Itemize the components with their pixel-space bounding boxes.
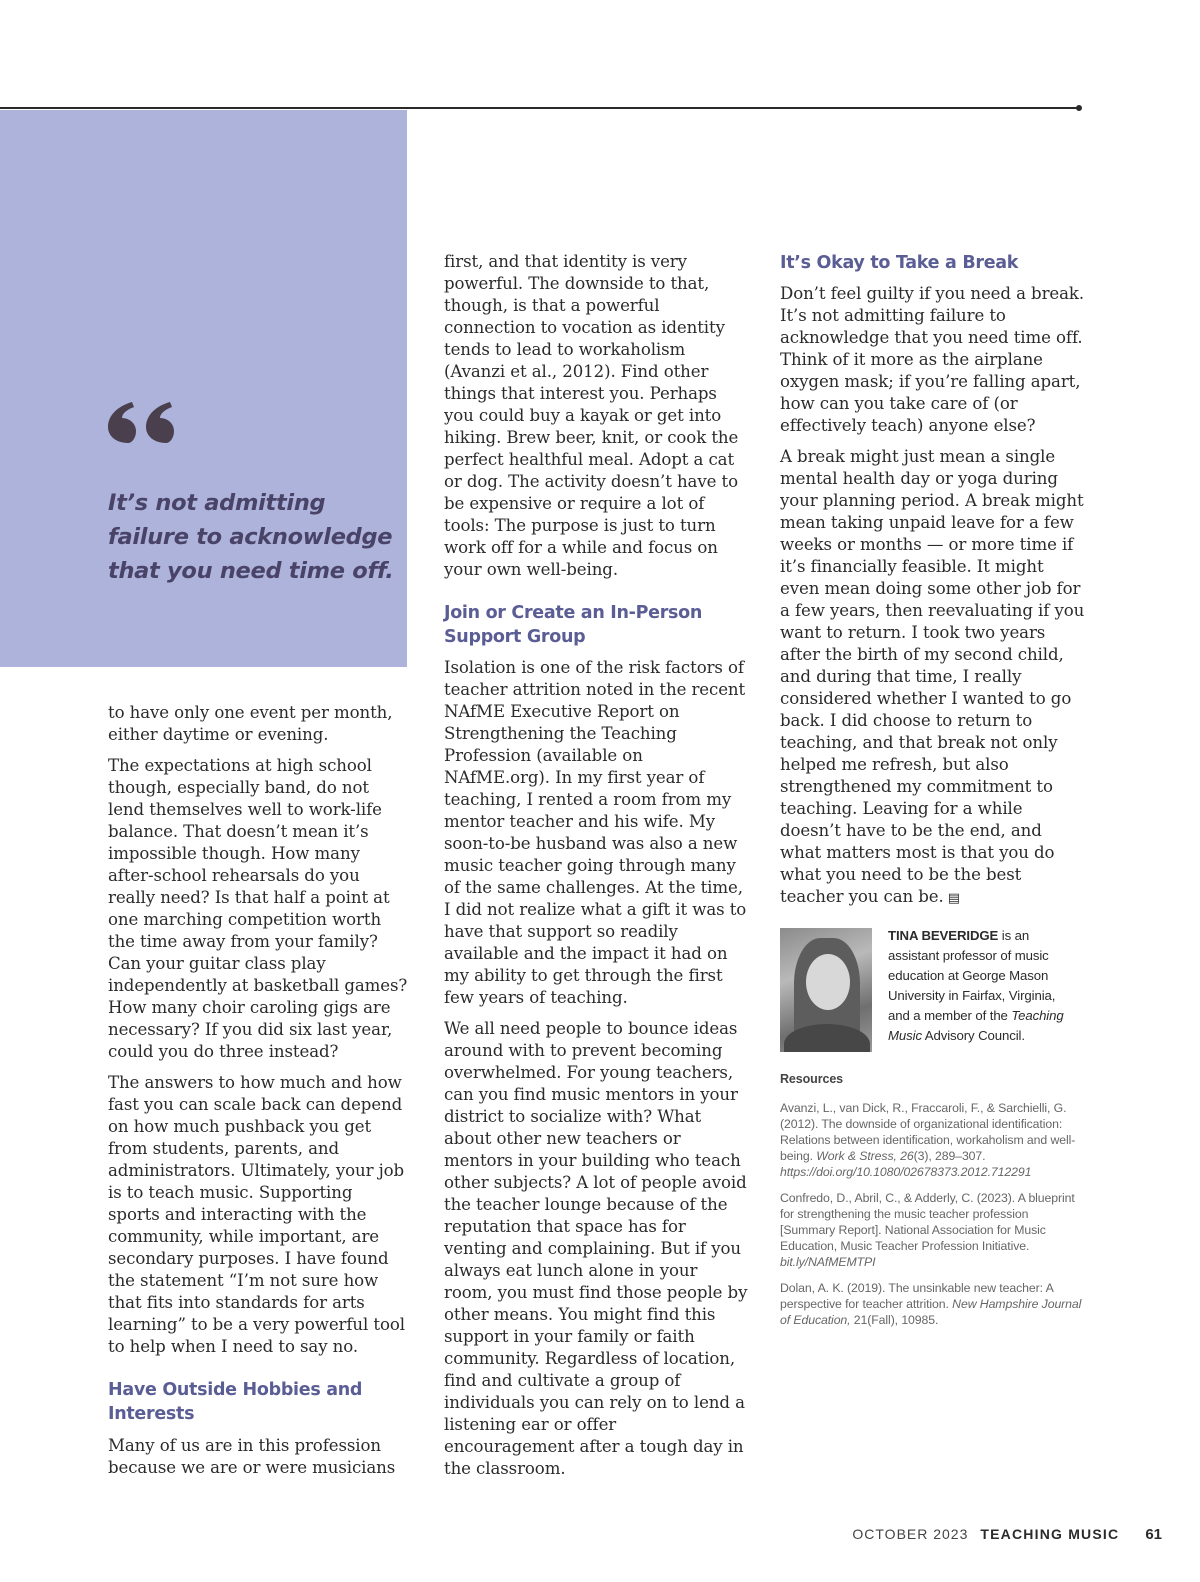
pull-quote-text: It’s not admitting failure to acknowledge that you need time off. [108,490,394,584]
section-heading-take-a-break: It’s Okay to Take a Break [780,253,1019,273]
paragraph: The answers to how much and how fast you can scale back can depend on how much pushback you get from students, parents, and administrators. Ultimately, your job is to teach music. Supporting sports and interacting with the community, while important, are secondary purposes. I have found the statement “I’m not sure how that fits into standards for arts learning” to be a very powerful tool to help when I need to say no. [108,1073,405,1356]
reference-link[interactable]: bit.ly/NAfMEMTPI [780,1255,876,1269]
paragraph: The expectations at high school though, especially band, do not lend themselves well to work-life balance. That doesn’t mean it’s impossible though. How many after-school rehearsals do you really need? Is that half a point at one marching competition worth the time away from your family? Can your guitar class play independently at basketball games? How many choir caroling gigs are necessary? If you did six last year, could you do three instead? [108,756,408,1061]
quote-mark-icon [108,398,198,448]
reference-item: Dolan, A. K. (2019). The unsinkable new teacher: A perspective for teacher attrition. New Hampshire Journal of Education, 21(Fall), 10985. [780,1281,1082,1327]
author-bio-text: TINA BEVERIDGE is an assistant professor of music education at George Mason University in Fairfax, Virginia, and a member of the Teaching Music Advisory Council. [888,928,1064,1043]
author-photo [780,928,872,1052]
column-2 [444,251,749,1489]
paragraph: first, and that identity is very powerful. The downside to that, though, is that a powerful connection to vocation as identity tends to lead to workaholism (Avanzi et al., 2012). Find other things that interest you. Perhaps you could buy a kayak or get into hiking. Brew beer, knit, or cook the perfect healthful meal. Adopt a cat or dog. The activity doesn’t have to be expensive or require a lot of tools: The purpose is just to turn work off for a while and focus on your own well-being. [444,252,739,579]
paragraph: Isolation is one of the risk factors of teacher attrition noted in the recent NAfME Executive Report on Strengthening the Teaching Profession (available on NAfME.org). In my first year of teaching, I rented a room from my mentor teacher and his wife. My soon-to-be husband was also a new music teacher going through many of the same challenges. At the time, I did not realize what a gift it was to have that support so readily available and the impact it had on my ability to get through the first few years of teaching. [444,658,747,1007]
magazine-name: Teaching Music [888,1008,1064,1043]
reference-item: Confredo, D., Abril, C., & Adderly, C. (2023). A blueprint for strengthening the music teacher profession [Summary Report]. National Association for Music Education, Music Teacher Profession Initiative. bit.ly/NAfMEMTPI [780,1191,1075,1269]
footer-magazine: TEACHING MUSIC [980,1526,1120,1542]
footer-date: OCTOBER 2023 [852,1526,969,1542]
page-footer [852,1526,1162,1546]
top-rule [0,107,1080,109]
paragraph: Many of us are in this profession because we are or were musicians [108,1436,396,1477]
author-name: TINA BEVERIDGE [888,928,999,943]
resources-heading: Resources [780,1072,844,1086]
column-1 [108,702,408,1488]
paragraph-text: A break might just mean a single mental health day or yoga during your planning period. A break might mean taking unpaid leave for a few weeks or months — or more time if it’s financially feasible. It might even mean doing some other job for a few years, then reevaluating if you want to return. I took two years after the birth of my second child, and during that time, I really considered whether I wanted to go back. I did choose to return to teaching, and that break not only helped me refresh, but also strengthened my commitment to teaching. Leaving for a while doesn’t have to be the end, and what matters most is that you do what you need to be the best teacher you can be. [780,447,1085,906]
page-number: 61 [1145,1526,1162,1543]
paragraph: We all need people to bounce ideas around with to prevent becoming overwhelmed. For young teachers, can you find music mentors in your district to socialize with? What about other new teachers or mentors in your building who teach other subjects? A lot of people avoid the teacher lounge because of the reputation that space has for venting and complaining. But if you always eat lunch alone in your room, you must find those people by other means. You might find this support in your family or faith community. Regardless of location, find and cultivate a group of individuals you can rely on to lend a listening ear or offer encouragement after a tough day in the classroom. [444,1019,748,1478]
paragraph: to have only one event per month, either daytime or evening. [108,703,393,744]
end-mark-icon: ▤ [947,891,960,906]
reference-link[interactable]: https://doi.org/10.1080/02678373.2012.712291 [780,1165,1032,1179]
section-heading-support-group: Join or Create an In-Person Support Group [444,603,703,647]
author-bio [780,928,1085,1068]
top-rule-dot [1076,105,1082,111]
section-heading-hobbies: Have Outside Hobbies and Interests [108,1380,363,1424]
paragraph [780,446,1085,910]
paragraph: Don’t feel guilty if you need a break. It’s not admitting failure to acknowledge that you need time off. Think of it more as the airplane oxygen mask; if you’re falling apart, how can you take care of (or effectively teach) anyone else? [780,284,1085,435]
reference-item: Avanzi, L., van Dick, R., Fraccaroli, F., & Sarchielli, G. (2012). The downside of organizational identification: Relations between identification, workaholism and well-being. Work & Stress, 26(3), 289–307. https://doi.org/10.1080/02678373.2012.712291 [780,1101,1076,1179]
column-3 [780,251,1085,1338]
